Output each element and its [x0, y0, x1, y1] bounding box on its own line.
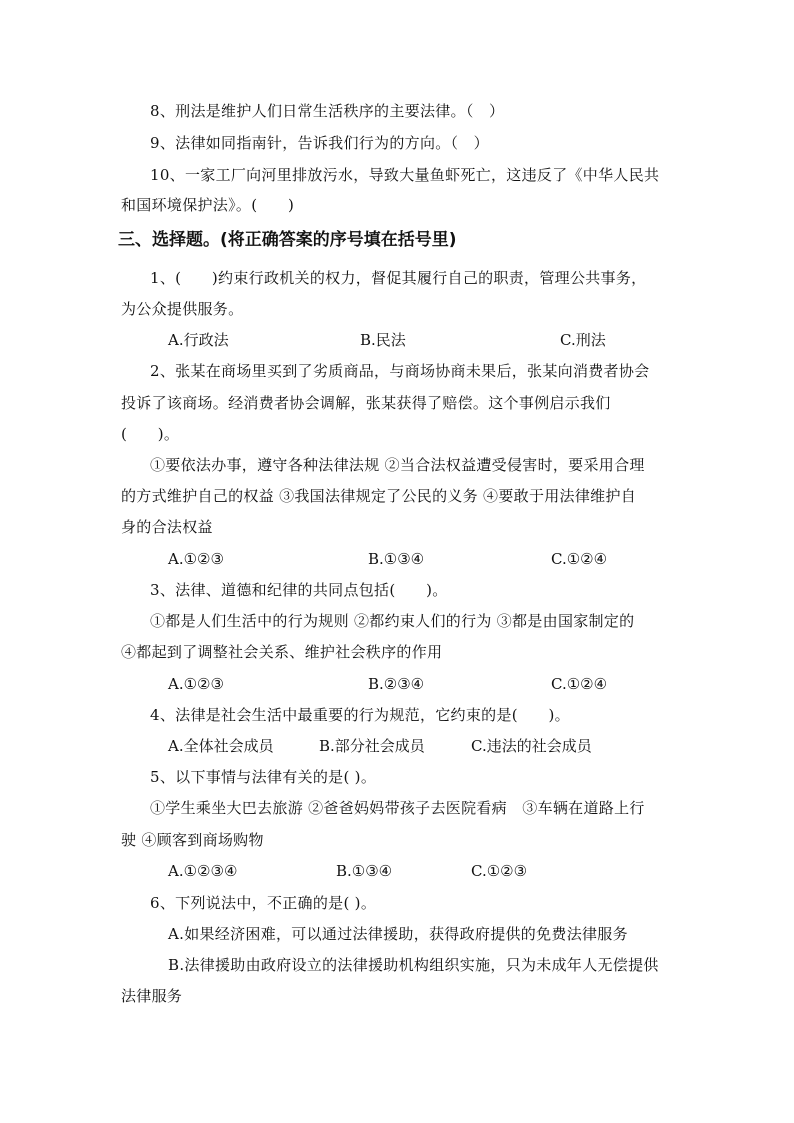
q5-option-b: B.①③④ [336, 862, 393, 880]
q3-option-c: C.①②④ [551, 675, 608, 693]
q1-option-c: C.刑法 [560, 331, 606, 349]
q2-option-c: C.①②④ [551, 550, 608, 568]
q2-statement-line2: 的方式维护自己的权益 ③我国法律规定了公民的义务 ④要敢于用法律维护自 [121, 487, 637, 505]
tf-item-8: 8、刑法是维护人们日常生活秩序的主要法律。（ ） [150, 102, 505, 120]
q2-stem-line2: 投诉了该商场。经消费者协会调解，张某获得了赔偿。这个事例启示我们 [121, 394, 611, 412]
q5-option-c: C.①②③ [471, 862, 528, 880]
q2-stem-line3: ( )。 [121, 425, 180, 443]
q6-stem: 6、下列说法中，不正确的是( )。 [150, 894, 377, 912]
q4-stem: 4、法律是社会生活中最重要的行为规范，它约束的是( )。 [150, 706, 570, 724]
q1-option-b: B.民法 [360, 331, 406, 349]
q4-option-c: C.违法的社会成员 [471, 737, 592, 755]
q6-option-b: B.法律援助由政府设立的法律援助机构组织实施，只为未成年人无偿提供 [168, 956, 659, 974]
q1-option-a: A.行政法 [168, 331, 229, 349]
q3-option-b: B.②③④ [368, 675, 425, 693]
tf-item-9: 9、法律如同指南针，告诉我们行为的方向。（ ） [150, 134, 489, 152]
q2-option-a: A.①②③ [168, 550, 224, 568]
q2-statement-line1: ①要依法办事，遵守各种法律法规 ②当合法权益遭受侵害时，要采用合理 [150, 456, 645, 474]
tf-item-10-cont: 和国环境保护法》。( ) [121, 196, 295, 214]
q5-statement-line1: ①学生乘坐大巴去旅游 ②爸爸妈妈带孩子去医院看病 ③车辆在道路上行 [150, 799, 645, 817]
q2-option-b: B.①③④ [368, 550, 425, 568]
q2-statement-line3: 身的合法权益 [121, 518, 213, 536]
q4-option-b: B.部分社会成员 [319, 737, 425, 755]
q3-statement-line1: ①都是人们生活中的行为规则 ②都约束人们的行为 ③都是由国家制定的 [150, 612, 635, 630]
q1-stem-line1: 1、( )约束行政机关的权力，督促其履行自己的职责，管理公共事务， [150, 269, 647, 287]
q3-statement-line2: ④都起到了调整社会关系、维护社会秩序的作用 [121, 643, 443, 661]
q1-stem-line2: 为公众提供服务。 [121, 300, 244, 318]
q5-stem: 5、以下事情与法律有关的是( )。 [150, 768, 377, 786]
q4-option-a: A.全体社会成员 [168, 737, 274, 755]
tf-item-10: 10、一家工厂向河里排放污水，导致大量鱼虾死亡，这违反了《中华人民共 [150, 166, 660, 184]
q6-option-a: A.如果经济困难，可以通过法律援助，获得政府提供的免费法律服务 [168, 925, 628, 943]
q2-stem-line1: 2、张某在商场里买到了劣质商品，与商场协商未果后，张某向消费者协会 [150, 362, 650, 380]
q5-option-a: A.①②③④ [168, 862, 238, 880]
section-title: 三、选择题。(将正确答案的序号填在括号里) [118, 230, 457, 250]
q3-option-a: A.①②③ [168, 675, 224, 693]
q3-stem: 3、法律、道德和纪律的共同点包括( )。 [150, 581, 448, 599]
q6-option-b-cont: 法律服务 [121, 987, 183, 1005]
q5-statement-line2: 驶 ④顾客到商场购物 [121, 831, 264, 849]
